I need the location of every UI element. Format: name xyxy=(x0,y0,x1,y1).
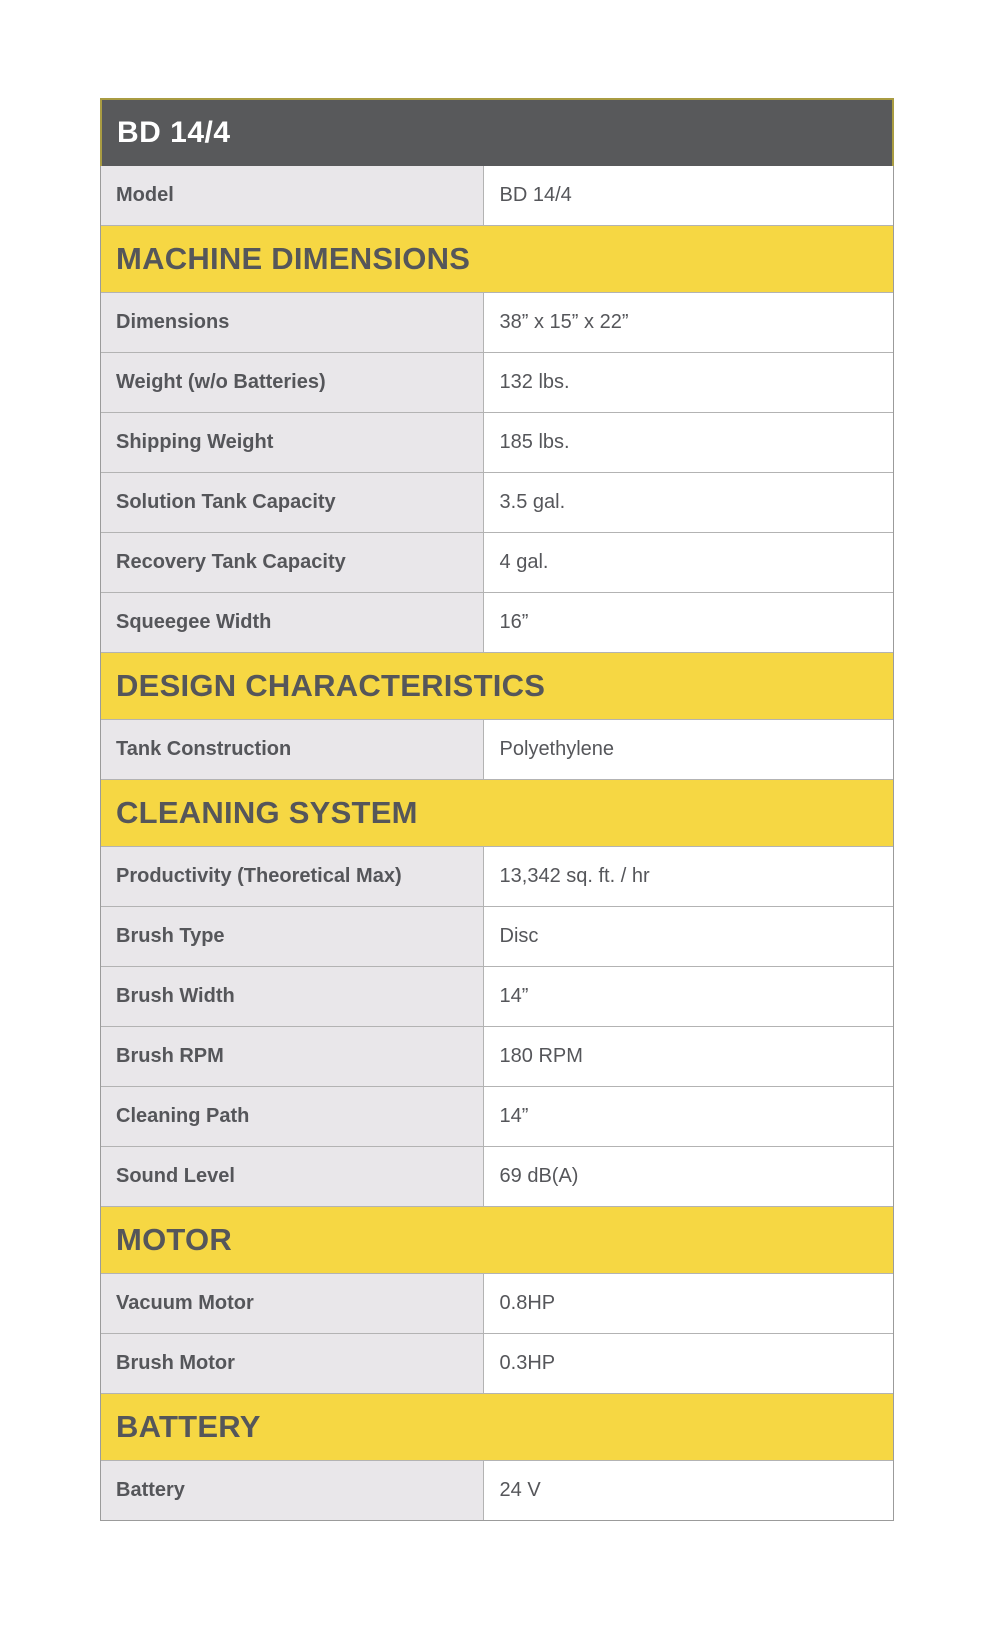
row-label: Battery xyxy=(101,1461,484,1520)
table-row xyxy=(101,166,893,225)
row-value: 69 dB(A) xyxy=(484,1147,893,1206)
row-label: Brush RPM xyxy=(101,1027,484,1086)
spec-table xyxy=(100,98,894,1521)
row-value: 14” xyxy=(484,967,893,1026)
row-value: 185 lbs. xyxy=(484,413,893,472)
table-row xyxy=(101,1026,893,1086)
row-label: Solution Tank Capacity xyxy=(101,473,484,532)
table-row xyxy=(101,1460,893,1520)
section-header: DESIGN CHARACTERISTICS xyxy=(101,652,893,719)
table-row xyxy=(101,472,893,532)
table-row xyxy=(101,1086,893,1146)
row-label: Recovery Tank Capacity xyxy=(101,533,484,592)
table-row xyxy=(101,1146,893,1206)
spec-table-body xyxy=(100,166,894,1521)
row-label: Dimensions xyxy=(101,293,484,352)
section-header: MACHINE DIMENSIONS xyxy=(101,225,893,292)
row-value: Disc xyxy=(484,907,893,966)
table-row xyxy=(101,966,893,1026)
row-value: Polyethylene xyxy=(484,720,893,779)
table-row xyxy=(101,532,893,592)
section-header: BATTERY xyxy=(101,1393,893,1460)
section-header: CLEANING SYSTEM xyxy=(101,779,893,846)
row-value: 13,342 sq. ft. / hr xyxy=(484,847,893,906)
row-label: Weight (w/o Batteries) xyxy=(101,353,484,412)
row-label: Model xyxy=(101,166,484,225)
row-value: 16” xyxy=(484,593,893,652)
row-label: Tank Construction xyxy=(101,720,484,779)
row-label: Vacuum Motor xyxy=(101,1274,484,1333)
row-label: Shipping Weight xyxy=(101,413,484,472)
table-row xyxy=(101,412,893,472)
row-label: Brush Motor xyxy=(101,1334,484,1393)
row-label: Brush Type xyxy=(101,907,484,966)
table-row xyxy=(101,906,893,966)
table-row xyxy=(101,292,893,352)
row-label: Cleaning Path xyxy=(101,1087,484,1146)
row-value: 0.8HP xyxy=(484,1274,893,1333)
table-row xyxy=(101,719,893,779)
table-row xyxy=(101,1273,893,1333)
table-row xyxy=(101,352,893,412)
row-value: 4 gal. xyxy=(484,533,893,592)
table-row xyxy=(101,846,893,906)
row-label: Brush Width xyxy=(101,967,484,1026)
row-value: 132 lbs. xyxy=(484,353,893,412)
row-value: 180 RPM xyxy=(484,1027,893,1086)
spec-table-title: BD 14/4 xyxy=(100,98,894,166)
table-row xyxy=(101,592,893,652)
row-label: Sound Level xyxy=(101,1147,484,1206)
row-value: 38” x 15” x 22” xyxy=(484,293,893,352)
section-header: MOTOR xyxy=(101,1206,893,1273)
row-value: 14” xyxy=(484,1087,893,1146)
table-row xyxy=(101,1333,893,1393)
row-value: 3.5 gal. xyxy=(484,473,893,532)
row-value: BD 14/4 xyxy=(484,166,893,225)
row-label: Squeegee Width xyxy=(101,593,484,652)
row-label: Productivity (Theoretical Max) xyxy=(101,847,484,906)
row-value: 24 V xyxy=(484,1461,893,1520)
row-value: 0.3HP xyxy=(484,1334,893,1393)
